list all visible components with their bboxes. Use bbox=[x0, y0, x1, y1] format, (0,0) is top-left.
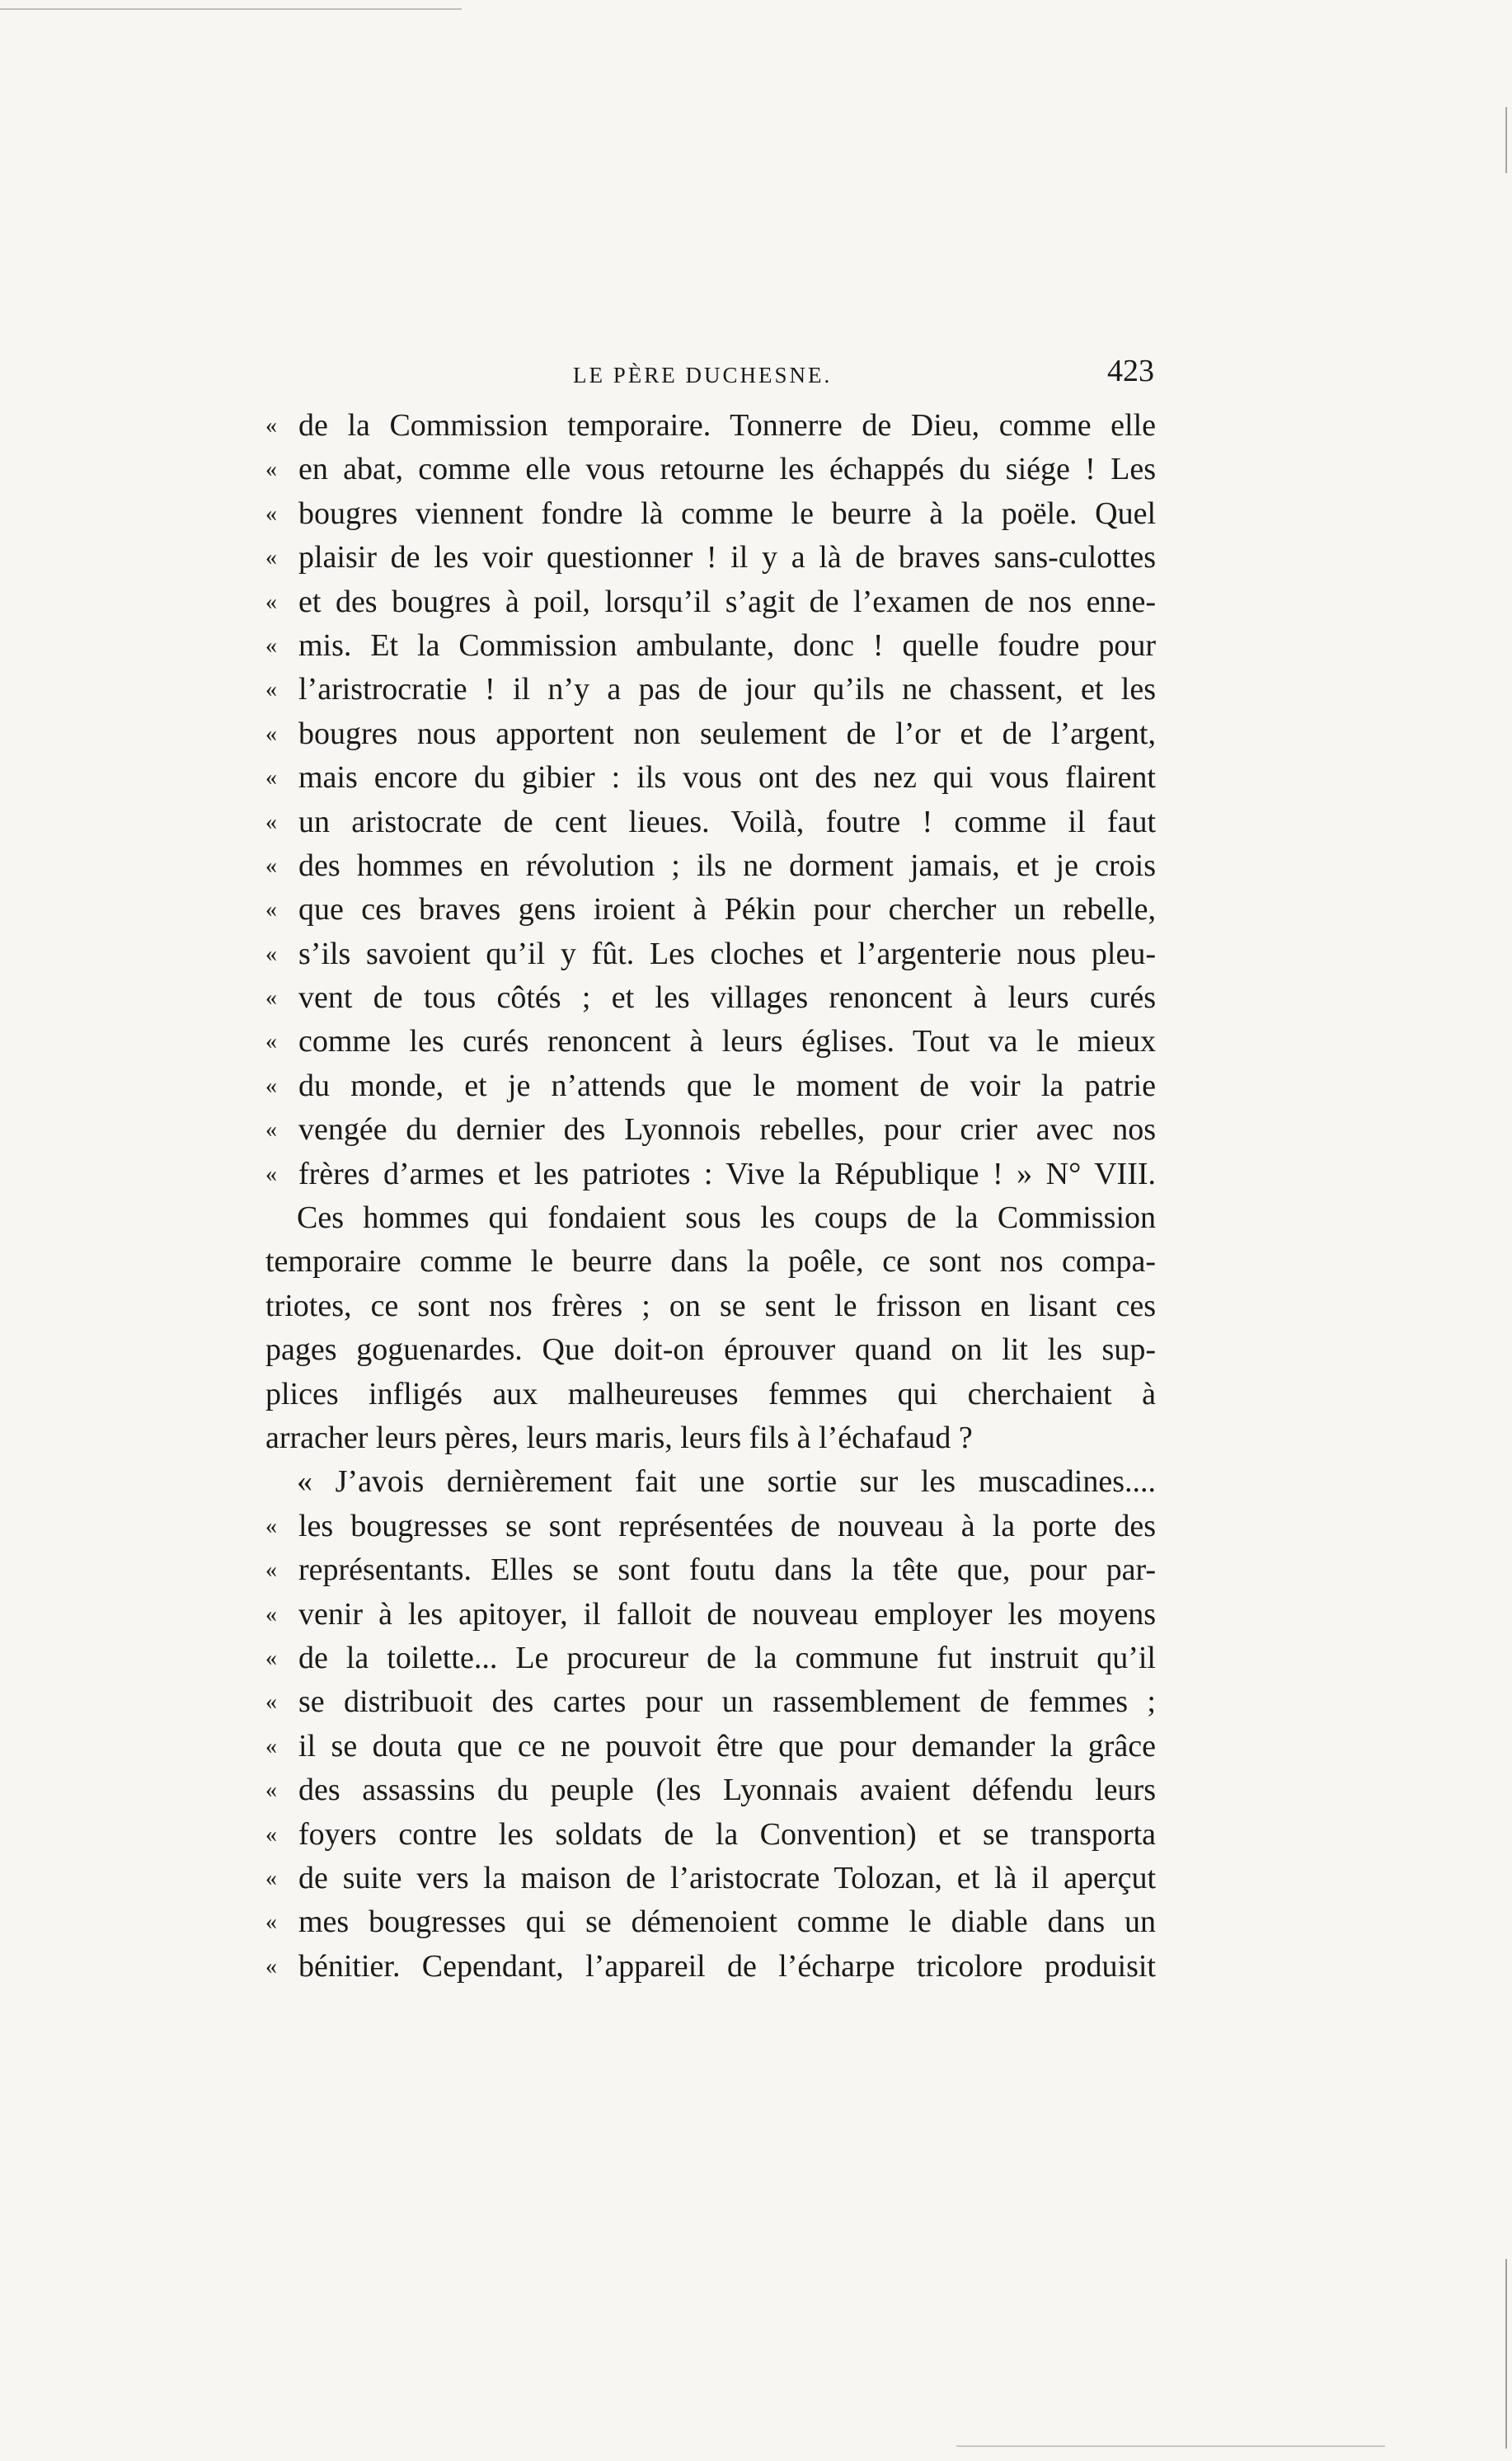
text-line bbox=[265, 448, 1156, 491]
text-line bbox=[265, 1153, 1156, 1196]
line-text: comme les curés renoncent à leurs églises. Tout va le mieux bbox=[298, 1024, 1156, 1059]
line-text: plices infligés aux malheureuses femmes qui cherchaient à bbox=[265, 1376, 1156, 1411]
bottom-edge-rule bbox=[956, 2445, 1385, 2447]
line-text: de la toilette... Le procureur de la commune fut instruit qu’il bbox=[298, 1640, 1156, 1675]
text-line bbox=[265, 1593, 1156, 1637]
text-line bbox=[265, 888, 1156, 932]
quote-mark: « bbox=[265, 809, 277, 835]
quote-mark: « bbox=[265, 852, 277, 879]
text-line bbox=[265, 844, 1156, 888]
quote-mark: « bbox=[265, 1778, 277, 1804]
line-text: l’aristrocratie ! il n’y a pas de jour qu’ils ne chassent, et les bbox=[298, 672, 1156, 707]
text-line bbox=[265, 580, 1156, 624]
text-line bbox=[265, 1196, 1156, 1240]
quote-mark: « bbox=[265, 765, 277, 791]
text-line bbox=[265, 801, 1156, 844]
line-text: de suite vers la maison de l’aristocrate Tolozan, et là il aperçut bbox=[298, 1860, 1156, 1895]
line-text: les bougresses se sont représentées de nouveau à la porte des bbox=[298, 1508, 1156, 1543]
line-text: représentants. Elles se sont foutu dans la tête que, pour par- bbox=[298, 1552, 1156, 1588]
line-text: des assassins du peuple (les Lyonnais avaient défendu leurs bbox=[298, 1773, 1156, 1808]
line-text: de la Commission temporaire. Tonnerre de Dieu, comme elle bbox=[298, 408, 1156, 443]
text-line bbox=[265, 1373, 1156, 1416]
quote-mark: « bbox=[265, 1953, 277, 1980]
text-line bbox=[265, 1725, 1156, 1768]
quote-mark: « bbox=[265, 941, 277, 967]
line-text: bénitier. Cependant, l’appareil de l’écharpe tricolore produisit bbox=[298, 1948, 1156, 1984]
quote-mark: « bbox=[265, 589, 277, 615]
quote-mark: « bbox=[265, 500, 277, 527]
text-line bbox=[265, 492, 1156, 536]
quote-mark: « bbox=[265, 1073, 277, 1099]
text-line bbox=[265, 1416, 1156, 1460]
text-line bbox=[265, 1637, 1156, 1680]
text-line bbox=[265, 624, 1156, 668]
line-text: frères d’armes et les patriotes : Vive la République ! » N° VIII. bbox=[298, 1156, 1156, 1191]
quote-mark: « bbox=[265, 721, 277, 747]
line-text: en abat, comme elle vous retourne les échappés du siége ! Les bbox=[298, 452, 1156, 487]
right-edge-rule-bottom bbox=[1505, 2259, 1507, 2449]
text-line bbox=[265, 1857, 1156, 1900]
quote-mark: « bbox=[265, 1601, 277, 1627]
text-line bbox=[265, 1505, 1156, 1548]
line-text: du monde, et je n’attends que le moment de voir la patrie bbox=[298, 1068, 1156, 1103]
quote-mark: « bbox=[265, 677, 277, 703]
line-text: temporaire comme le beurre dans la poêle, ce sont nos compa- bbox=[265, 1244, 1156, 1280]
quote-mark: « bbox=[265, 1909, 277, 1936]
text-line bbox=[265, 1240, 1156, 1284]
quote-mark: « bbox=[265, 1689, 277, 1716]
line-text: venir à les apitoyer, il falloit de nouveau employer les moyens bbox=[298, 1596, 1156, 1632]
right-edge-rule bbox=[1505, 107, 1507, 173]
quote-mark: « bbox=[265, 1733, 277, 1759]
text-line bbox=[265, 1020, 1156, 1064]
text-line bbox=[265, 1064, 1156, 1108]
line-text: vengée du dernier des Lyonnois rebelles, pour crier avec nos bbox=[298, 1112, 1156, 1148]
line-text: plaisir de les voir questionner ! il y a là de braves sans-culottes bbox=[298, 540, 1156, 575]
page-number: 423 bbox=[1107, 354, 1154, 388]
quote-mark: « bbox=[265, 897, 277, 923]
text-line bbox=[265, 932, 1156, 976]
line-text: pages goguenardes. Que doit-on éprouver quand on lit les sup- bbox=[265, 1332, 1156, 1368]
text-line bbox=[265, 1548, 1156, 1592]
quote-mark: « bbox=[265, 1645, 277, 1671]
line-text: des hommes en révolution ; ils ne dorment jamais, et je crois bbox=[298, 848, 1156, 883]
line-text: arracher leurs pères, leurs maris, leurs fils à l’échafaud ? bbox=[265, 1420, 973, 1455]
quote-mark: « bbox=[265, 457, 277, 483]
text-line bbox=[265, 1680, 1156, 1724]
line-text: mes bougresses qui se démenoient comme le diable dans un bbox=[298, 1904, 1156, 1940]
quote-mark: « bbox=[265, 1821, 277, 1848]
running-title: LE PÈRE DUCHESNE. bbox=[573, 363, 833, 387]
quote-mark: « bbox=[265, 1513, 277, 1539]
line-text: mis. Et la Commission ambulante, donc ! quelle foudre pour bbox=[298, 627, 1156, 663]
text-line bbox=[265, 404, 1156, 448]
text-line bbox=[265, 1285, 1156, 1328]
text-line bbox=[265, 1768, 1156, 1812]
line-text: foyers contre les soldats de la Convention) et se transporta bbox=[298, 1816, 1156, 1852]
quote-mark: « bbox=[265, 1117, 277, 1144]
line-text: « J’avois dernièrement fait une sortie sur les muscadines.... bbox=[297, 1464, 1156, 1500]
line-text: triotes, ce sont nos frères ; on se sent le frisson en lisant ces bbox=[265, 1288, 1156, 1323]
quote-mark: « bbox=[265, 1557, 277, 1584]
quote-mark: « bbox=[265, 1161, 277, 1187]
body-text bbox=[265, 404, 1156, 1989]
quote-mark: « bbox=[265, 1029, 277, 1055]
text-line bbox=[265, 1460, 1156, 1504]
line-text: bougres nous apportent non seulement de l’or et de l’argent, bbox=[298, 716, 1156, 751]
line-text: s’ils savoient qu’il y fût. Les cloches et l’argenterie nous pleu- bbox=[298, 936, 1156, 971]
top-edge-rule bbox=[0, 8, 462, 10]
line-text: et des bougres à poil, lorsqu’il s’agit de l’examen de nos enne- bbox=[298, 584, 1156, 619]
line-text: vent de tous côtés ; et les villages renoncent à leurs curés bbox=[298, 980, 1156, 1016]
quote-mark: « bbox=[265, 632, 277, 659]
text-line bbox=[265, 1813, 1156, 1857]
text-line bbox=[265, 1328, 1156, 1372]
text-line bbox=[265, 668, 1156, 712]
line-text: mais encore du gibier : ils vous ont des nez qui vous flairent bbox=[298, 760, 1156, 796]
text-line bbox=[265, 1900, 1156, 1944]
text-line bbox=[265, 1108, 1156, 1152]
quote-mark: « bbox=[265, 413, 277, 439]
line-text: Ces hommes qui fondaient sous les coups de la Commission bbox=[297, 1200, 1156, 1236]
line-text: se distribuoit des cartes pour un rassemblement de femmes ; bbox=[298, 1684, 1156, 1720]
quote-mark: « bbox=[265, 1865, 277, 1891]
text-line bbox=[265, 712, 1156, 756]
text-line bbox=[265, 756, 1156, 800]
page-header bbox=[272, 353, 1154, 394]
quote-mark: « bbox=[265, 545, 277, 571]
line-text: il se douta que ce ne pouvoit être que pour demander la grâce bbox=[298, 1728, 1156, 1764]
line-text: que ces braves gens iroient à Pékin pour chercher un rebelle, bbox=[298, 892, 1156, 928]
line-text: bougres viennent fondre là comme le beurre à la poële. Quel bbox=[298, 495, 1156, 531]
line-text: un aristocrate de cent lieues. Voilà, foutre ! comme il faut bbox=[298, 804, 1156, 839]
text-line bbox=[265, 976, 1156, 1020]
text-line bbox=[265, 1945, 1156, 1989]
quote-mark: « bbox=[265, 985, 277, 1012]
text-line bbox=[265, 536, 1156, 580]
